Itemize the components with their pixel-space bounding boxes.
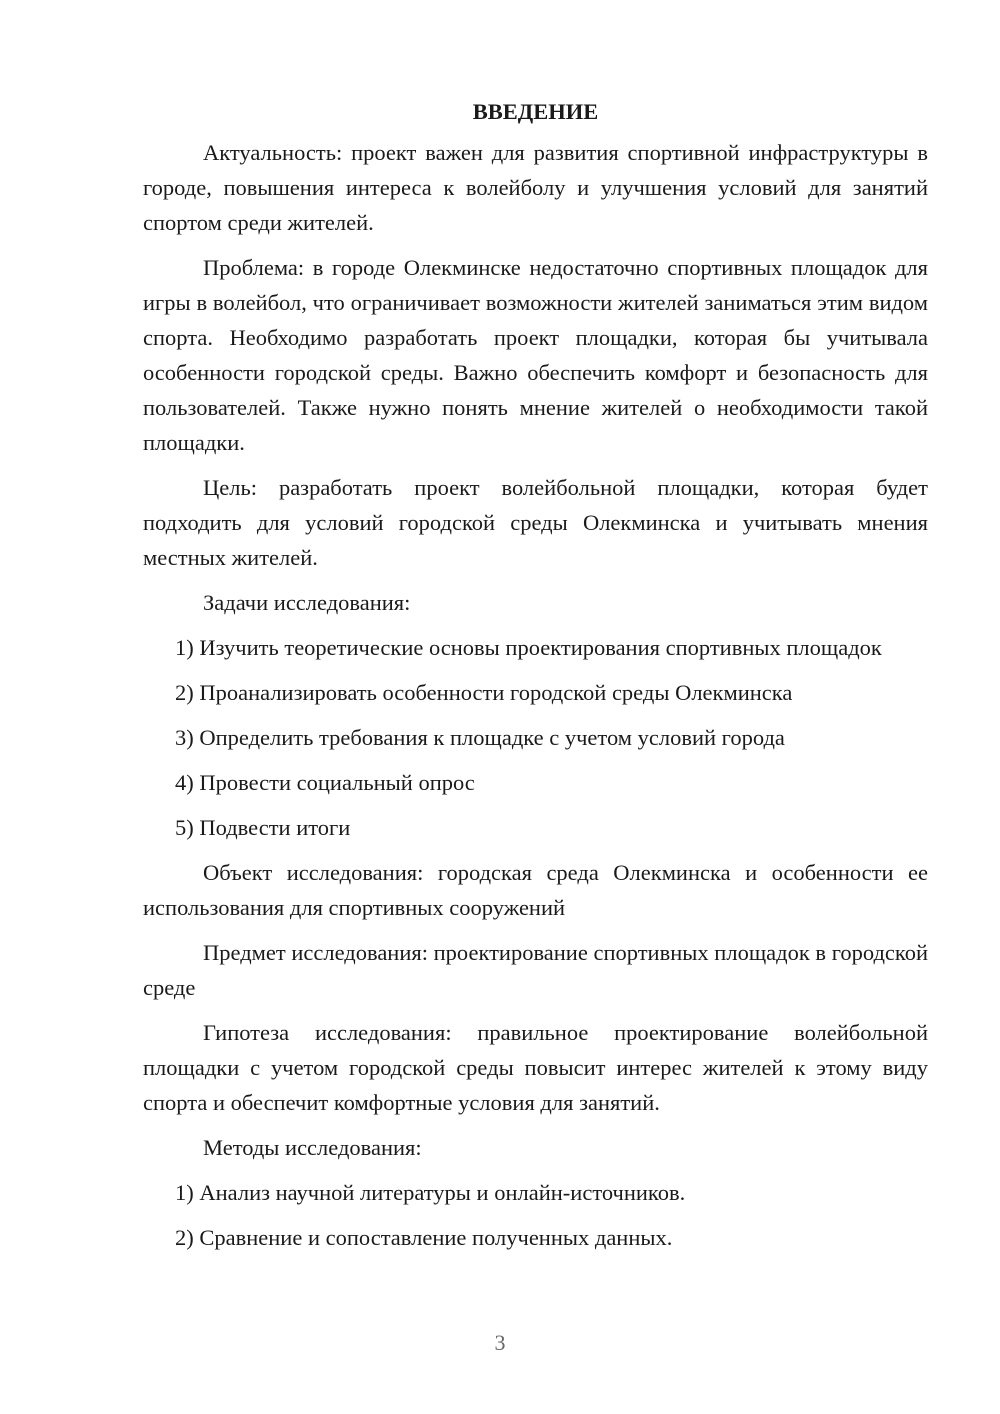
problem-paragraph: Проблема: в городе Олекминске недостаточно спортивных площадок для игры в волейбол, что ограничивает возможности жителей заниматься этим видом спорта. Необходимо разработать проект площадки, которая бы учитывала особенности городской среды. Важно обеспечить комфорт и безопасность для пользователей. Также нужно понять мнение жителей о необходимости такой площадки. — [143, 255, 928, 455]
tasks-heading: Задачи исследования: — [203, 590, 411, 615]
object-paragraph: Объект исследования: городская среда Олекминска и особенности ее использования для спортивных сооружений — [143, 860, 928, 920]
section-title: ВВЕДЕНИЕ — [472, 99, 599, 124]
subject-paragraph: Предмет исследования: проектирование спортивных площадок в городской среде — [143, 940, 928, 1000]
page-number: 3 — [494, 1330, 506, 1355]
task-item-1: 1) Изучить теоретические основы проектирования спортивных площадок — [175, 635, 882, 660]
hypothesis-paragraph: Гипотеза исследования: правильное проектирование волейбольной площадки с учетом городской среды повысит интерес жителей к этому виду спорта и обеспечит комфортные условия для занятий. — [143, 1020, 928, 1115]
task-item-3: 3) Определить требования к площадке с учетом условий города — [175, 725, 785, 750]
task-item-4: 4) Провести социальный опрос — [175, 770, 475, 795]
page-content — [143, 94, 928, 1255]
methods-heading: Методы исследования: — [203, 1135, 422, 1160]
method-item-2: 2) Сравнение и сопоставление полученных данных. — [175, 1225, 673, 1250]
task-item-5: 5) Подвести итоги — [175, 815, 351, 840]
goal-paragraph: Цель: разработать проект волейбольной площадки, которая будет подходить для условий городской среды Олекминска и учитывать мнения местных жителей. — [143, 475, 928, 570]
relevance-paragraph: Актуальность: проект важен для развития спортивной инфраструктуры в городе, повышения интереса к волейболу и улучшения условий для занятий спортом среди жителей. — [143, 140, 928, 235]
task-item-2: 2) Проанализировать особенности городской среды Олекминска — [175, 680, 793, 705]
method-item-1: 1) Анализ научной литературы и онлайн-источников. — [175, 1180, 686, 1205]
